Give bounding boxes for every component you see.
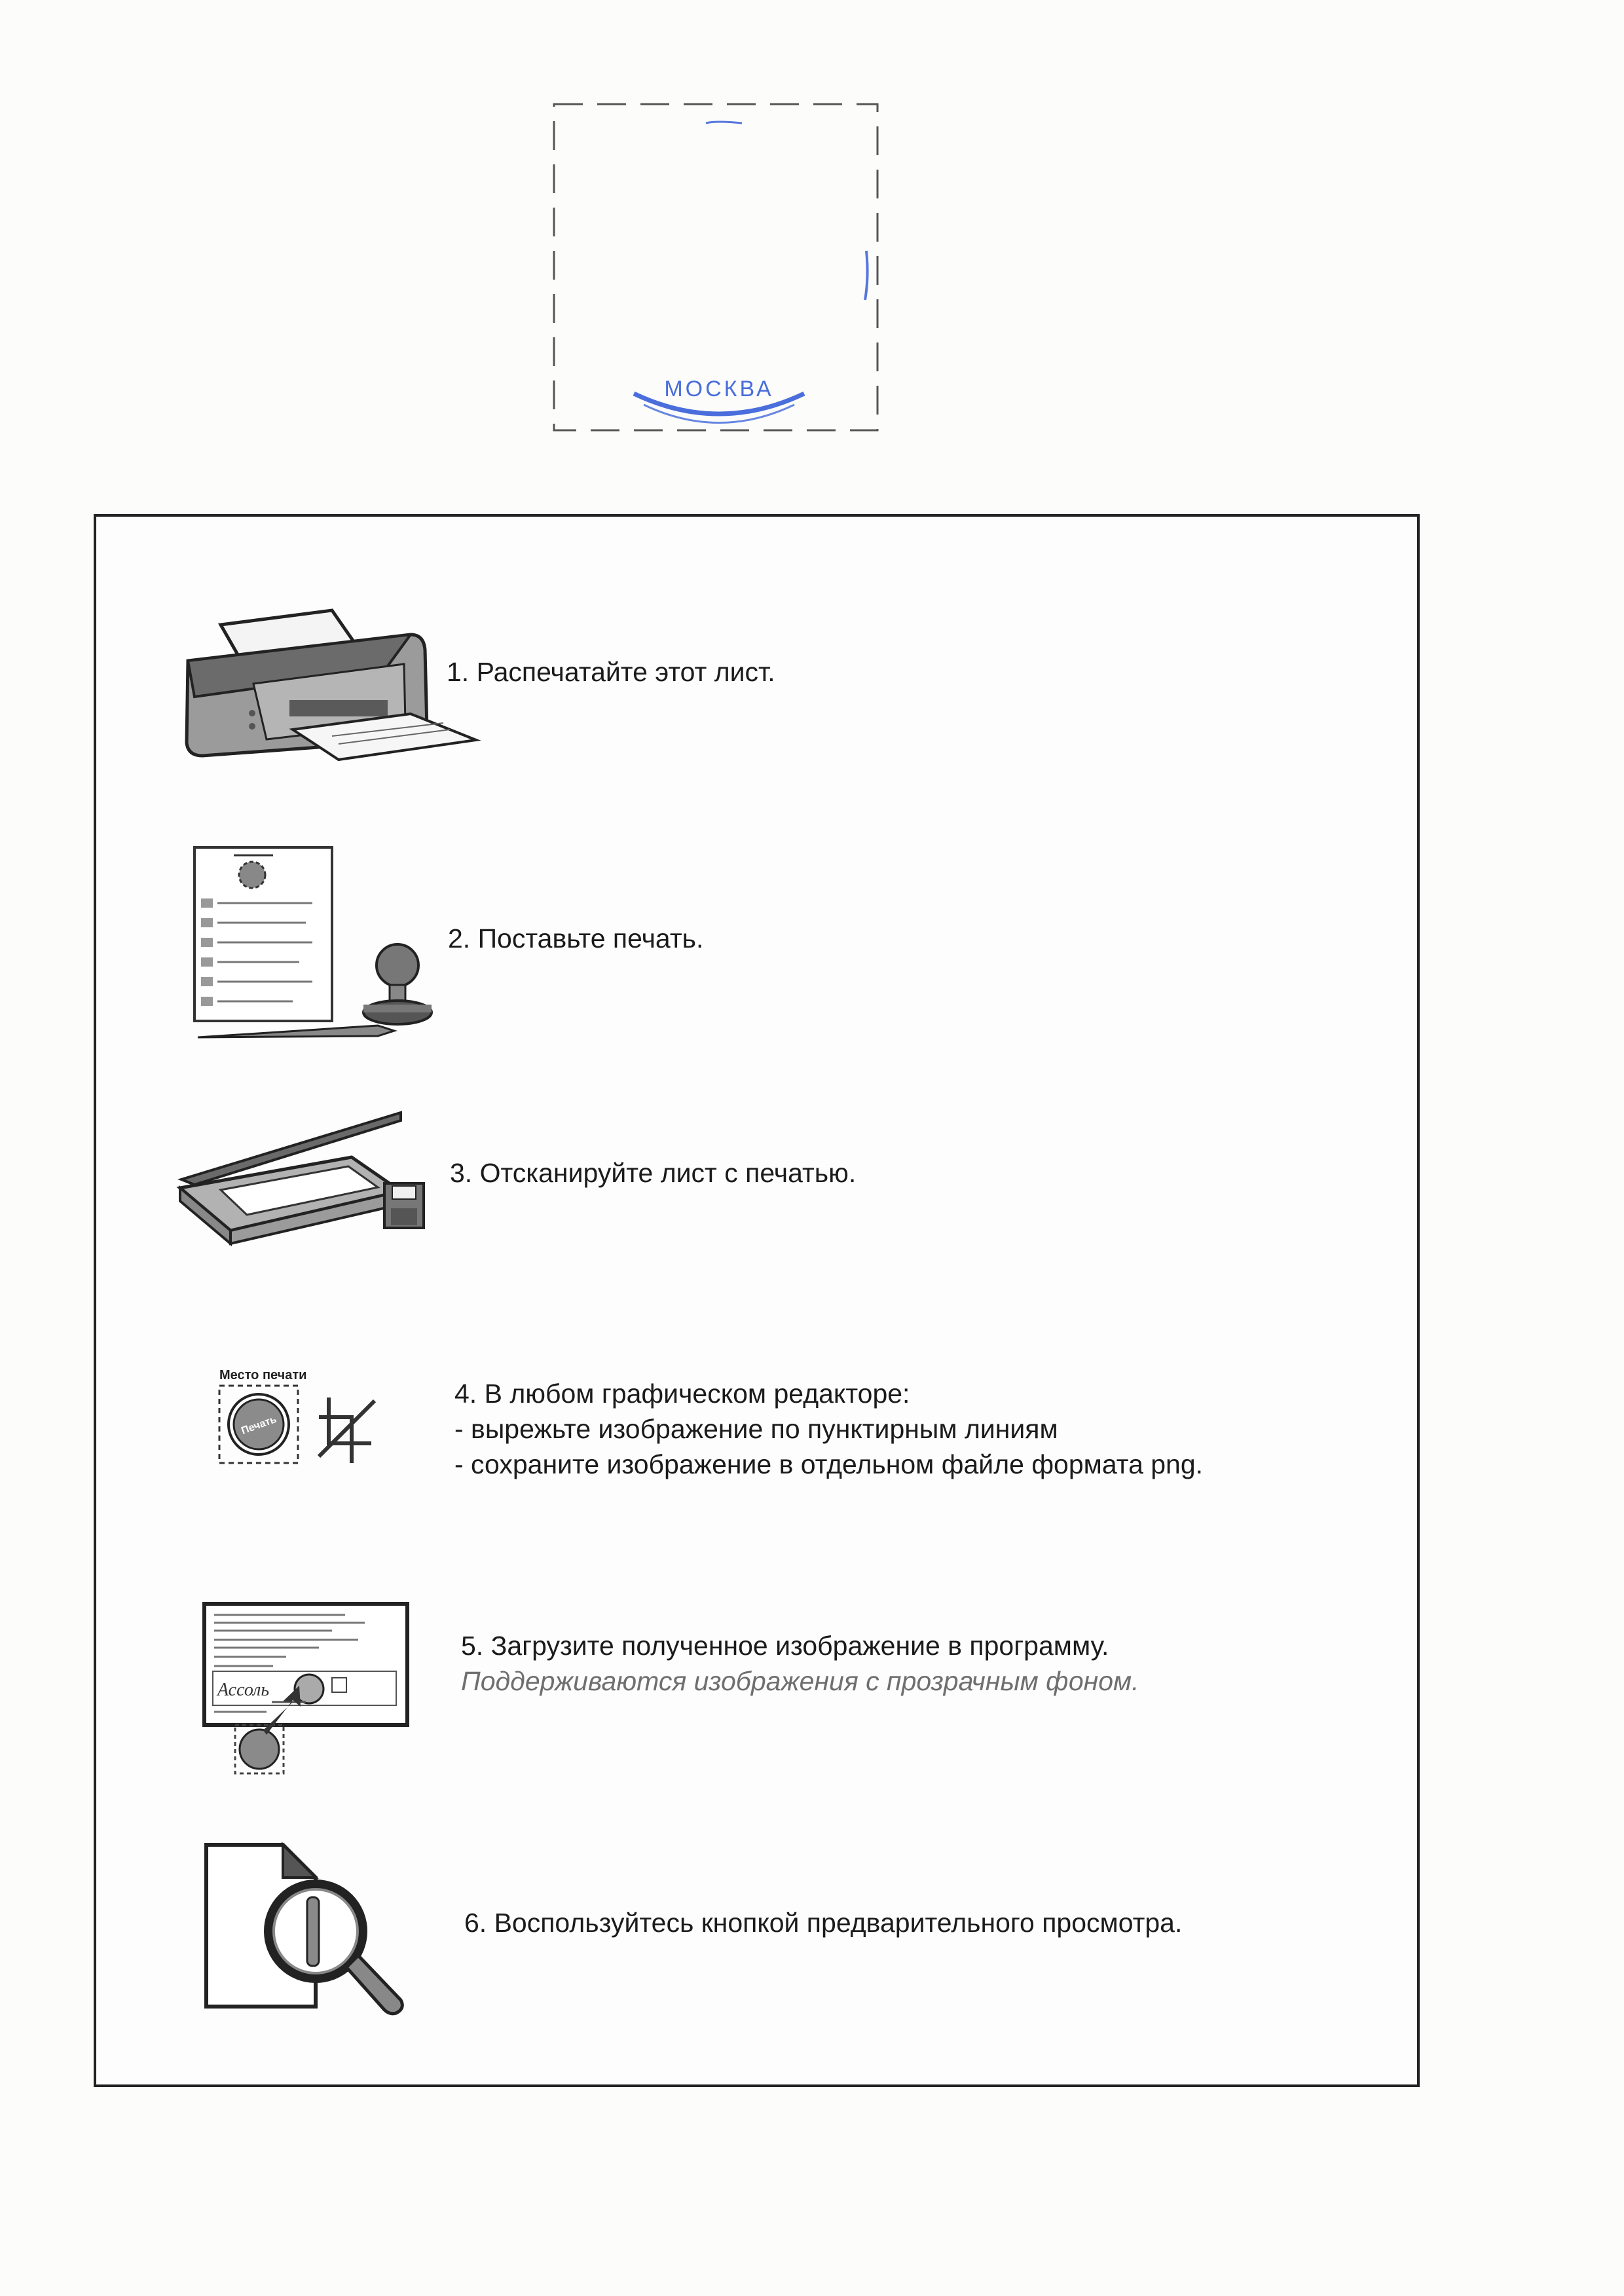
stamping-icon: [181, 841, 483, 1057]
step-4-heading: 4. В любом графическом редакторе:: [454, 1379, 910, 1409]
step-4-line-2: - сохраните изображение в отдельном файле формата png.: [454, 1449, 1204, 1479]
stamp-place-caption: Место печати: [219, 1368, 307, 1382]
stamp-placement-area: [552, 100, 879, 433]
step-6-text: 6. Воспользуйтесь кнопкой предварительного просмотра.: [464, 1908, 1183, 1938]
step-5-heading: 5. Загрузите полученное изображение в программу.: [461, 1631, 1109, 1661]
stamp-dashed-frame: [552, 100, 879, 433]
step-4-text: [454, 1376, 1203, 1482]
upload-icon: [201, 1601, 411, 1777]
step-5-note: Поддерживаются изображения с прозрачным фоном.: [461, 1666, 1139, 1696]
preview-icon: [201, 1840, 411, 2016]
step-4-line-1: - вырежьте изображение по пунктирным линиям: [454, 1414, 1058, 1444]
stamp-fragment-text: МОСКВА: [664, 377, 774, 401]
instructions-panel: [94, 514, 1420, 2087]
upload-logo-text: Ассоль: [217, 1680, 270, 1700]
scanner-icon: [175, 1106, 450, 1250]
step-3-text: 3. Отсканируйте лист с печатью.: [450, 1158, 857, 1188]
step-1-text: 1. Распечатайте этот лист.: [447, 657, 775, 687]
step-5-text: [461, 1628, 1139, 1699]
step-2-text: 2. Поставьте печать.: [448, 923, 704, 954]
stamp-label: Печать: [240, 1413, 278, 1437]
crop-icon: [214, 1365, 388, 1470]
